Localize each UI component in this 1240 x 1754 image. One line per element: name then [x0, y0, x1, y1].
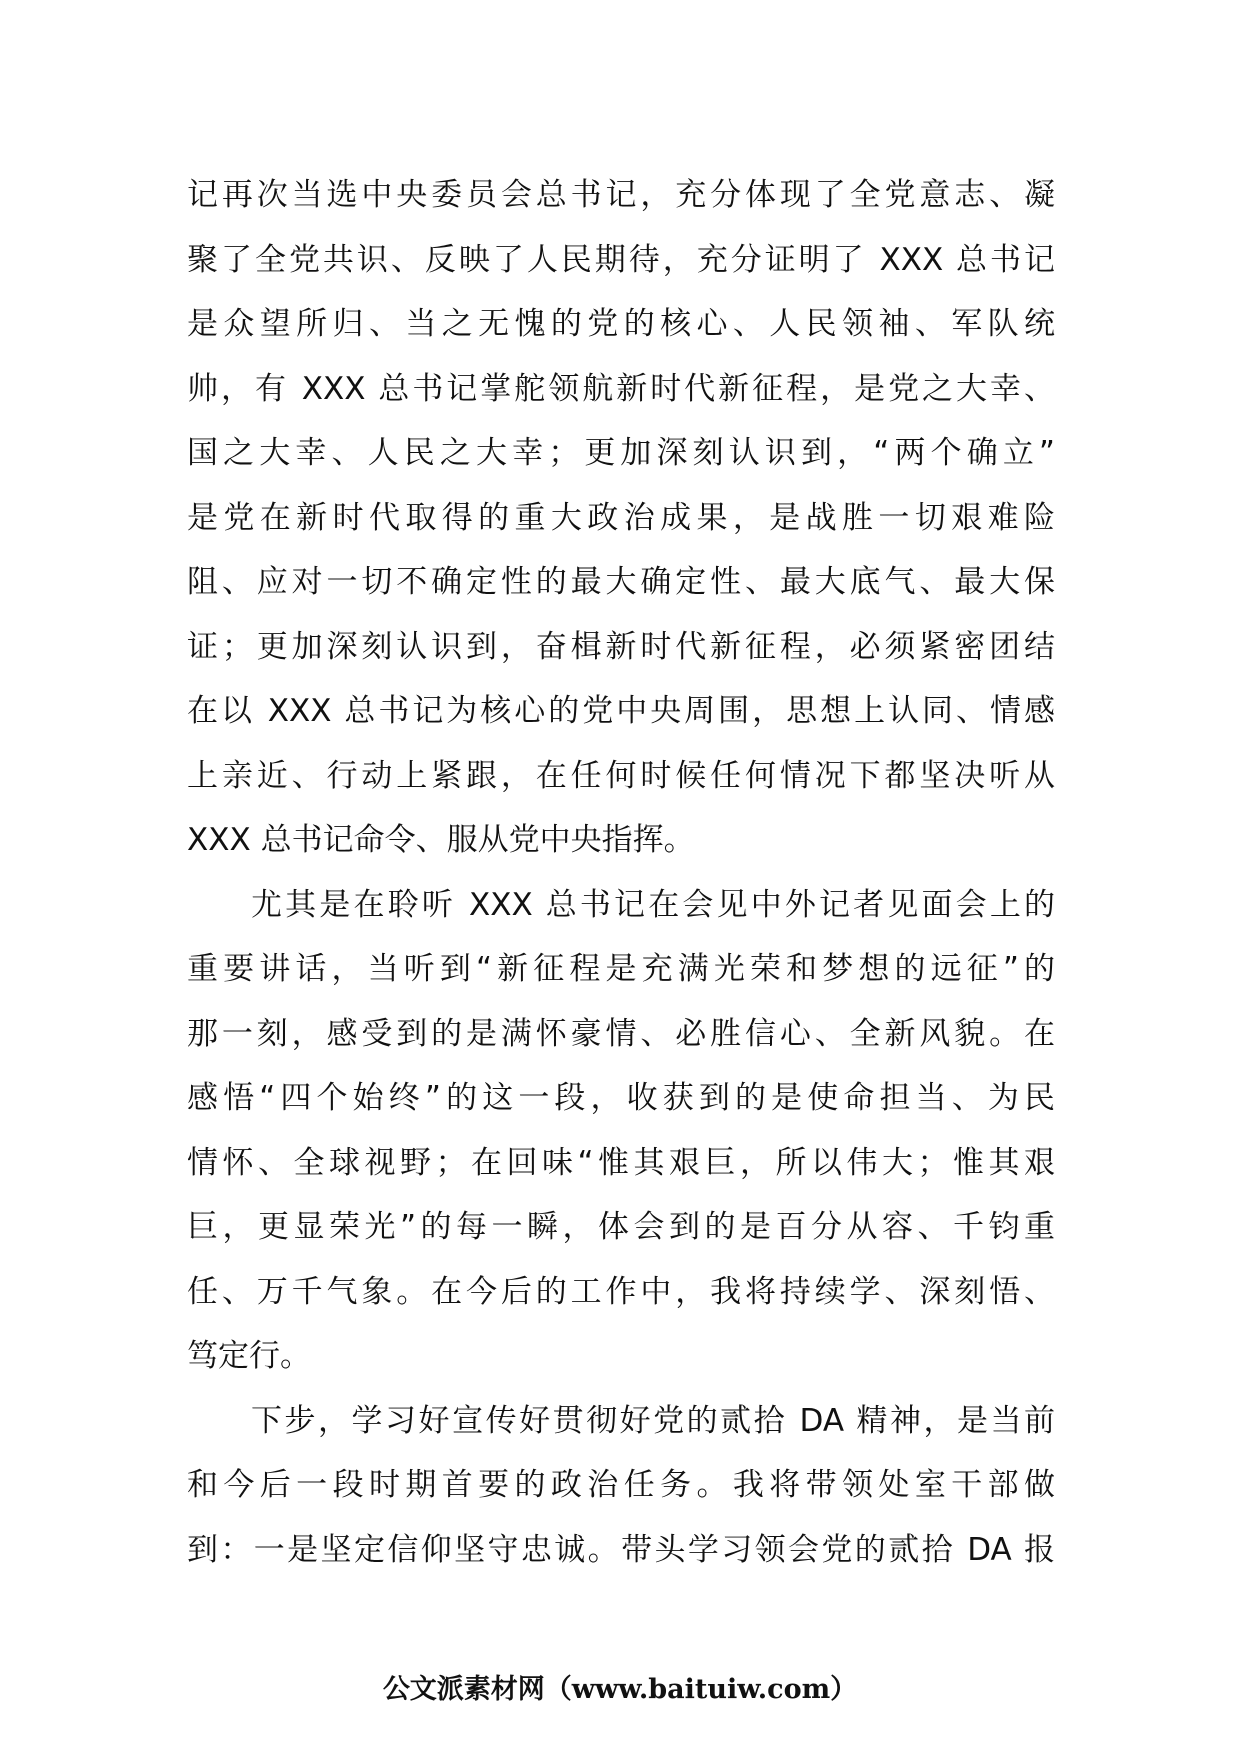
text-line: 是众望所归、当之无愧的党的核心、人民领袖、军队统 — [187, 306, 1055, 342]
text-line: 那一刻，感受到的是满怀豪情、必胜信心、全新风貌。在 — [187, 1015, 1055, 1052]
text-line: 聚了全党共识、反映了人民期待，充分证明了 XXX 总书记 — [187, 241, 1055, 278]
footer-watermark: 公文派素材网（www.baituiw.com） — [382, 1674, 858, 1705]
text-line: 记再次当选中央委员会总书记，充分体现了全党意志、凝 — [187, 177, 1055, 213]
text-line: 到：一是坚定信仰坚守忠诚。带头学习领会党的贰拾 DA 报 — [187, 1531, 1055, 1568]
text-line: 证；更加深刻认识到，奋楫新时代新征程，必须紧密团结 — [187, 628, 1055, 665]
paragraph-1 — [187, 163, 1055, 873]
text-line: 尤其是在聆听 XXX 总书记在会见中外记者见面会上的 — [251, 886, 1055, 923]
text-line: 情怀、全球视野；在回味“惟其艰巨，所以伟大；惟其艰 — [187, 1144, 1055, 1181]
text-line: 在以 XXX 总书记为核心的党中央周围，思想上认同、情感 — [187, 693, 1055, 729]
text-line: 任、万千气象。在今后的工作中，我将持续学、深刻悟、 — [187, 1273, 1055, 1310]
text-line: 帅，有 XXX 总书记掌舵领航新时代新征程，是党之大幸、 — [187, 370, 1055, 407]
text-line: 和今后一段时期首要的政治任务。我将带领处室干部做 — [187, 1467, 1055, 1503]
text-line: 巨，更显荣光”的每一瞬，体会到的是百分从容、千钧重 — [187, 1209, 1055, 1245]
text-line: 上亲近、行动上紧跟，在任何时候任何情况下都坚决听从 — [187, 757, 1055, 794]
text-line: XXX 总书记命令、服从党中央指挥。 — [187, 822, 695, 858]
paragraph-3 — [187, 1389, 1055, 1583]
text-line: 是党在新时代取得的重大政治成果，是战胜一切艰难险 — [187, 499, 1055, 536]
text-line: 下步，学习好宣传好贯彻好党的贰拾 DA 精神，是当前 — [251, 1402, 1055, 1439]
text-line: 阻、应对一切不确定性的最大确定性、最大底气、最大保 — [187, 564, 1055, 600]
paragraph-2 — [187, 873, 1055, 1389]
document-body — [187, 163, 1055, 1582]
text-line: 重要讲话，当听到“新征程是充满光荣和梦想的远征”的 — [187, 951, 1055, 987]
text-line: 笃定行。 — [187, 1338, 311, 1374]
text-line: 国之大幸、人民之大幸；更加深刻认识到，“两个确立” — [187, 435, 1055, 471]
text-line: 感悟“四个始终”的这一段，收获到的是使命担当、为民 — [187, 1080, 1055, 1116]
